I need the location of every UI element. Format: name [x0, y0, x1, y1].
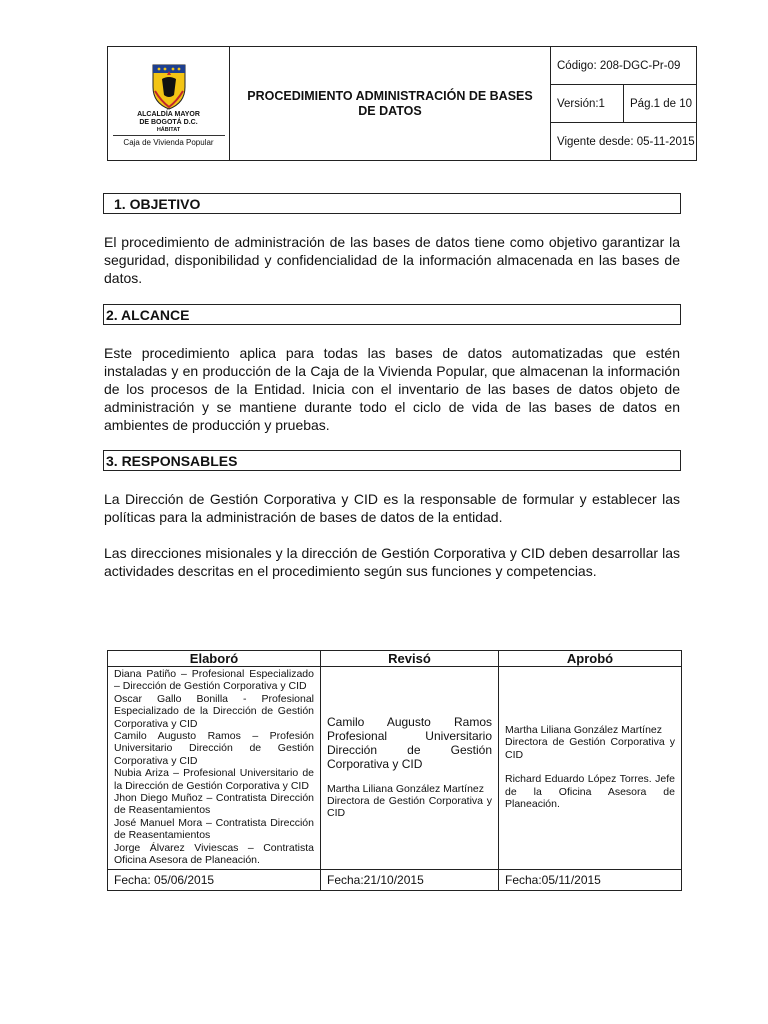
- reviewer-entry: Directora de Gestión Corporativa y CID: [327, 795, 492, 820]
- logo-text-line4: Caja de Vivienda Popular: [123, 137, 214, 147]
- document-version: Versión:1: [557, 97, 605, 110]
- reviewer-entry: Camilo Augusto Ramos Profesional Universitario Dirección de Gestión Corporativa y CID: [327, 714, 492, 771]
- section-paragraph: La Dirección de Gestión Corporativa y CID es la responsable de formular y establecer las políticas para la administración de bases de datos de la entidad.: [104, 491, 680, 525]
- logo-text-line2: DE BOGOTÁ D.C.: [139, 118, 198, 126]
- logo-cell: [108, 47, 230, 161]
- coat-of-arms-icon: [149, 61, 189, 111]
- section-paragraph: El procedimiento de administración de las bases de datos tiene como objetivo garantizar la seguridad, disponibilidad y confidencialidad de la información almacenada en las bases de datos.: [104, 234, 680, 286]
- reviewer-entry: Martha Liliana González Martínez: [327, 782, 484, 795]
- reviso-cell: [321, 667, 499, 870]
- approver-entry: Richard Eduardo López Torres. Jefe de la Oficina Asesora de Planeación.: [505, 773, 675, 811]
- document-header: [107, 46, 697, 161]
- logo-text-line3: HÁBITAT: [156, 126, 181, 133]
- author-entry: Diana Patiño – Profesional Especializado – Dirección de Gestión Corporativa y CID: [114, 668, 314, 693]
- section-heading-objetivo: 1. OBJETIVO: [103, 193, 681, 214]
- section-heading-alcance: 2. ALCANCE: [103, 304, 681, 325]
- effective-date: Vigente desde: 05-11-2015: [551, 123, 697, 161]
- document-code: Código: 208-DGC-Pr-09: [551, 47, 697, 85]
- fecha-reviso: Fecha:21/10/2015: [321, 869, 499, 890]
- author-entry: José Manuel Mora – Contratista Dirección de Reasentamientos: [114, 816, 314, 842]
- section-paragraph: Las direcciones misionales y la dirección de Gestión Corporativa y CID deben desarrollar las actividades descritas en el procedimiento según sus funciones y competencias.: [104, 545, 680, 579]
- author-entry: Camilo Augusto Ramos – Profesión Universitario Dirección de Gestión Corporativa y CID: [114, 730, 314, 767]
- section-paragraph: Este procedimiento aplica para todas las bases de datos automatizadas que estén instaladas y en producción de la Caja de la Vivienda Popular, que almacenan la información de los procesos de la Entidad. Inicia con el inventario de las bases de datos objeto de administración y se mantiene durante todo el ciclo de vida de las bases de datos en ambientes de producción y pruebas.: [104, 345, 680, 433]
- author-entry: Jorge Álvarez Viviescas – Contratista Oficina Asesora de Planeación.: [114, 841, 314, 867]
- author-entry: Oscar Gallo Bonilla - Profesional Especializado de la Dirección de Gestión Corporativa y CID: [114, 692, 314, 730]
- fecha-aprobo: Fecha:05/11/2015: [499, 869, 682, 890]
- approval-table: [107, 650, 682, 891]
- elaboro-cell: [108, 667, 321, 870]
- author-entry: Nubia Ariza – Profesional Universitario de la Dirección de Gestión Corporativa y CID: [114, 767, 314, 792]
- aprobo-cell: [499, 667, 682, 870]
- fecha-elaboro: Fecha: 05/06/2015: [108, 869, 321, 890]
- page-number: Pág.1 de 10: [623, 85, 696, 122]
- column-header-elaboro: Elaboró: [108, 651, 321, 667]
- approver-entry: Directora de Gestión Corporativa y CID: [505, 736, 675, 761]
- document-title: PROCEDIMIENTO ADMINISTRACIÓN DE BASES DE DATOS: [230, 47, 551, 161]
- logo-text-line1: ALCALDÍA MAYOR: [137, 110, 200, 118]
- logo-divider: [113, 135, 225, 136]
- section-heading-responsables: 3. RESPONSABLES: [103, 450, 681, 471]
- author-entry: Jhon Diego Muñoz – Contratista Dirección de Reasentamientos: [114, 792, 314, 817]
- column-header-aprobo: Aprobó: [499, 651, 682, 667]
- column-header-reviso: Revisó: [321, 651, 499, 667]
- version-page-cell: [551, 85, 697, 123]
- approver-entry: Martha Liliana González Martínez: [505, 724, 662, 737]
